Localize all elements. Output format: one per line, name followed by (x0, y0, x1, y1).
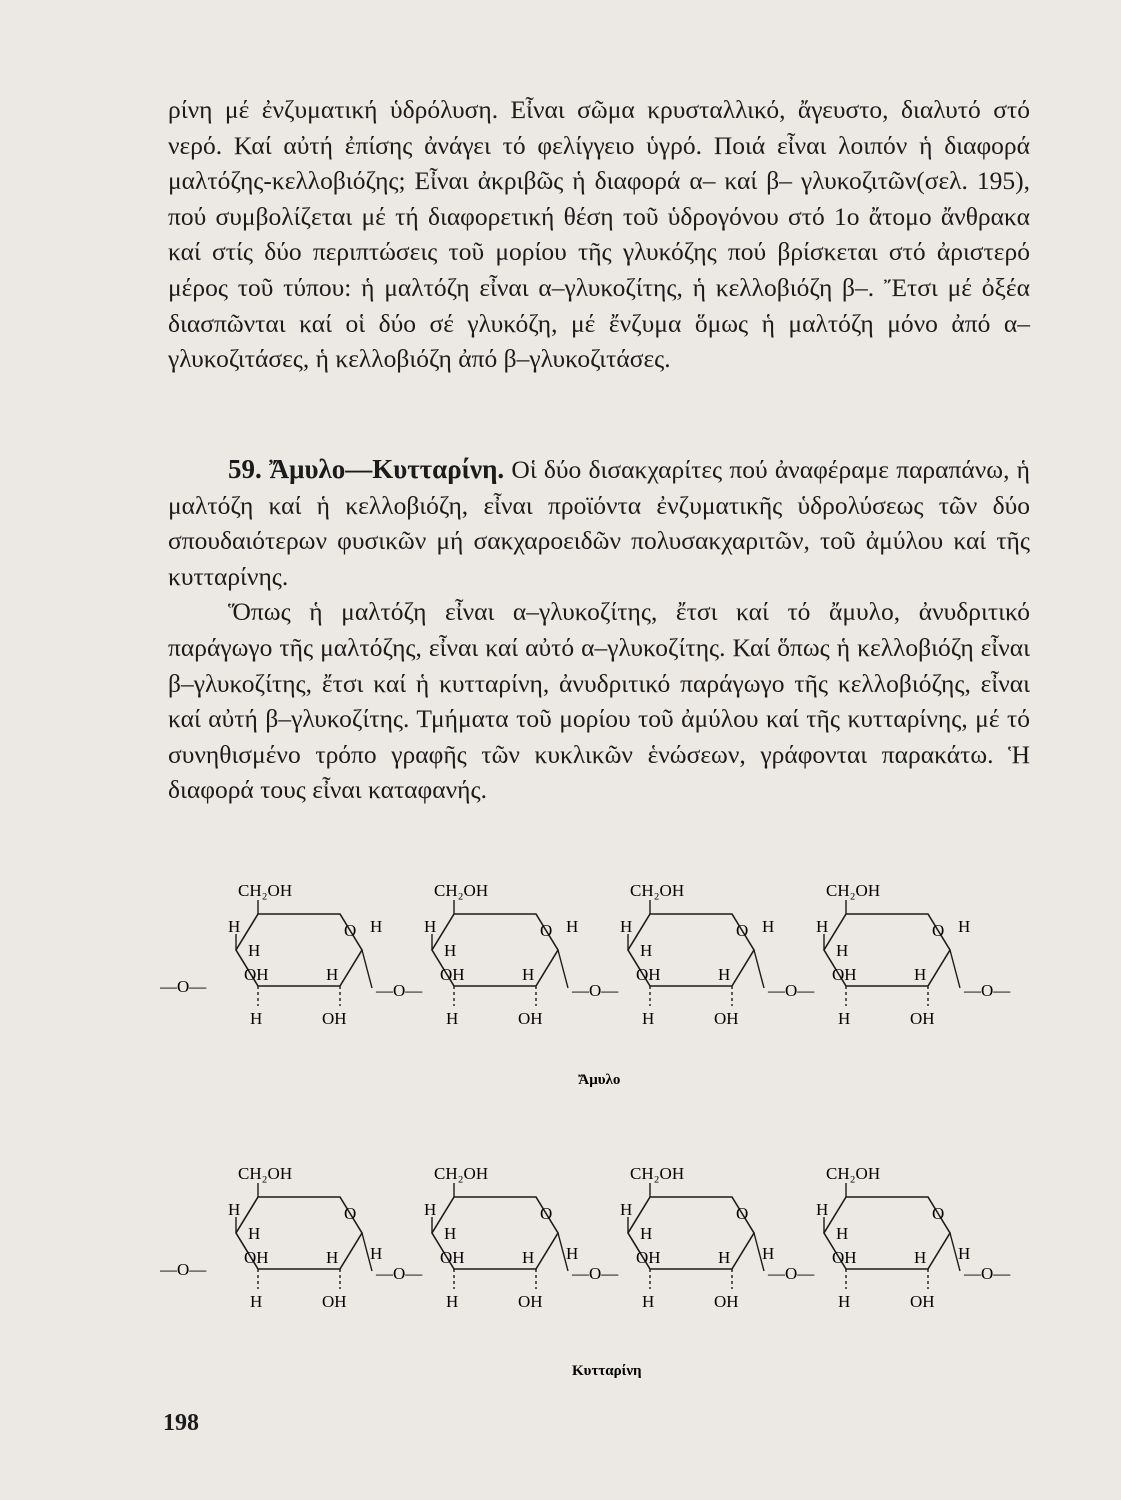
ring-oxygen-label: O (736, 921, 749, 940)
hydrogen-label: H (326, 1248, 339, 1267)
ring-oxygen-label: O (540, 921, 553, 940)
hydrogen-label: H (424, 917, 437, 936)
ring-oxygen-label: O (932, 1204, 945, 1223)
ring-oxygen-label: O (344, 1204, 357, 1223)
hydroxyl-label: OH (518, 1292, 543, 1311)
hydrogen-label: H (444, 1224, 457, 1243)
ch2oh-label: CH₂OH (238, 1164, 293, 1183)
hydrogen-label: H (424, 1200, 437, 1219)
hydrogen-label: H (444, 941, 457, 960)
hydroxyl-label: OH (832, 965, 857, 984)
hydrogen-label: H (914, 965, 927, 984)
anomeric-hydrogen-label: H (566, 1244, 579, 1263)
section-title: Ἄμυλο—Κυτταρίνη. (268, 454, 505, 484)
hydroxyl-label: OH (244, 1248, 269, 1267)
hydrogen-label: H (640, 941, 653, 960)
ch2oh-label: CH₂OH (630, 881, 685, 900)
section-number: 59. (228, 454, 262, 484)
ch2oh-label: CH₂OH (826, 1164, 881, 1183)
hydrogen-label: H (248, 1224, 261, 1243)
hydroxyl-label: OH (714, 1009, 739, 1028)
hydrogen-label: H (836, 941, 849, 960)
section-intro-text: Οἱ δύο δισακχαρίτες πού ἀναφέραμε παραπάνω, ἡ μαλτόζη καί ἡ κελλοβιόζη, εἶναι προϊόντα ἐνζυματικῆς ὑδρολύσεως τῶν δύο σπουδαιότερων φυσικῶν μή σακχαροειδῶν πολυσακχαριτῶν, τοῦ ἀμύλου καί τῆς κυτταρίνης. (168, 455, 1031, 591)
hydrogen-label: H (620, 1200, 633, 1219)
hydrogen-label: H (816, 1200, 829, 1219)
hydroxyl-label: OH (322, 1009, 347, 1028)
hydrogen-label: H (250, 1009, 263, 1028)
cellulose-caption: Κυτταρίνη (572, 1363, 642, 1379)
hydrogen-label: H (816, 917, 829, 936)
anomeric-hydrogen-label: H (958, 1244, 971, 1263)
ring-oxygen-label: O (344, 921, 357, 940)
glycosidic-oxygen-leading: —O— (160, 977, 207, 996)
hydrogen-label: H (642, 1292, 655, 1311)
glycosidic-bond (754, 950, 764, 988)
paragraph-1 (168, 92, 1030, 377)
anomeric-hydrogen-label: H (370, 1244, 383, 1263)
glycosidic-bond (558, 950, 568, 988)
hydroxyl-label: OH (322, 1292, 347, 1311)
glycosidic-oxygen-label: —O— (376, 981, 423, 1000)
hydrogen-label: H (446, 1009, 459, 1028)
ring-oxygen-label: O (932, 921, 945, 940)
starch-caption: Ἄμυλο (578, 1072, 621, 1088)
hydroxyl-label: OH (832, 1248, 857, 1267)
glycosidic-bond (362, 950, 372, 988)
glycosidic-bond (950, 950, 960, 988)
ch2oh-label: CH₂OH (630, 1164, 685, 1183)
hydroxyl-label: OH (636, 965, 661, 984)
glycosidic-oxygen-label: —O— (964, 981, 1011, 1000)
ch2oh-label: CH₂OH (238, 881, 293, 900)
glycosidic-oxygen-label: —O— (376, 1264, 423, 1283)
anomeric-hydrogen-label: H (958, 917, 971, 936)
starch-structure-diagram (160, 872, 1040, 1092)
hydrogen-label: H (640, 1224, 653, 1243)
section-59 (168, 452, 1030, 808)
hydroxyl-label: OH (714, 1292, 739, 1311)
glycosidic-oxygen-label: —O— (964, 1264, 1011, 1283)
ring-oxygen-label: O (736, 1204, 749, 1223)
glycosidic-oxygen-label: —O— (572, 1264, 619, 1283)
anomeric-hydrogen-label: H (762, 917, 775, 936)
anomeric-hydrogen-label: H (566, 917, 579, 936)
paragraph-1-text: ρίνη μέ ἐνζυματική ὑδρόλυση. Εἶναι σῶμα κρυσταλλικό, ἄγευστο, διαλυτό στό νερό. Καί αὐτή ἐπίσης ἀνάγει τό φελίγγειο ὑγρό. Ποιά εἶναι λοιπόν ἡ διαφορά μαλτόζης-κελλοβιόζης; Εἶναι ἀκριβῶς ἡ διαφορά α– καί β– γλυκοζιτῶν(σελ. 195), πού συμβολίζεται μέ τή διαφορετική θέση τοῦ ὑδρογόνου στό 1ο ἄτομο ἄνθρακα καί στίς δύο περιπτώσεις τοῦ μορίου τῆς γλυκόζης πού βρίσκεται στό ἀριστερό μέρος τοῦ τύπου: ἡ μαλτόζη εἶναι α–γλυκοζίτης, ἡ κελλοβιόζη β–. Ἔτσι μέ ὀξέα διασπῶνται καί οἱ δύο σέ γλυκόζη, μέ ἔνζυμα ὅμως ἡ μαλτόζη μόνο ἀπό α–γλυκοζιτάσες, ἡ κελλοβιόζη ἀπό β–γλυκοζιτάσες. (168, 95, 1030, 374)
hydrogen-label: H (620, 917, 633, 936)
hydroxyl-label: OH (244, 965, 269, 984)
hydrogen-label: H (838, 1009, 851, 1028)
paragraph-3: Ὅπως ἡ μαλτόζη εἶναι α–γλυκοζίτης, ἔτσι καί τό ἄμυλο, ἀνυδριτικό παράγωγο τῆς μαλτόζης, εἶναι καί αὐτό α–γλυκοζίτης. Καί ὅπως ἡ κελλοβιόζη εἶναι β–γλυκοζίτης, ἔτσι καί ἡ κυτταρίνη, ἀνυδριτικό παράγωγο τῆς κελλοβιόζης, εἶναι καί αὐτή β–γλυκοζίτης. Τμήματα τοῦ μορίου τοῦ ἀμύλου καί τῆς κυτταρίνης, μέ τό συνηθισμένο τρόπο γραφῆς τῶν κυκλικῶν ἑνώσεων, γράφονται παρακάτω. Ἡ διαφορά τους εἶναι καταφανής. (168, 597, 1030, 805)
hydrogen-label: H (228, 917, 241, 936)
hydrogen-label: H (718, 1248, 731, 1267)
hydrogen-label: H (228, 1200, 241, 1219)
ch2oh-label: CH₂OH (434, 881, 489, 900)
anomeric-hydrogen-label: H (370, 917, 383, 936)
section-59-intro (168, 452, 1030, 594)
hydrogen-label: H (522, 965, 535, 984)
hydrogen-label: H (836, 1224, 849, 1243)
hydroxyl-label: OH (518, 1009, 543, 1028)
hydrogen-label: H (914, 1248, 927, 1267)
hydrogen-label: H (250, 1292, 263, 1311)
hydroxyl-label: OH (910, 1009, 935, 1028)
hydrogen-label: H (326, 965, 339, 984)
hydrogen-label: H (718, 965, 731, 984)
glycosidic-oxygen-leading: —O— (160, 1260, 207, 1279)
ch2oh-label: CH₂OH (826, 881, 881, 900)
hydrogen-label: H (248, 941, 261, 960)
hydrogen-label: H (446, 1292, 459, 1311)
ch2oh-label: CH₂OH (434, 1164, 489, 1183)
anomeric-hydrogen-label: H (762, 1244, 775, 1263)
hydrogen-label: H (522, 1248, 535, 1267)
hydrogen-label: H (838, 1292, 851, 1311)
cellulose-structure-diagram (160, 1155, 1040, 1385)
hydroxyl-label: OH (910, 1292, 935, 1311)
hydroxyl-label: OH (636, 1248, 661, 1267)
glycosidic-oxygen-label: —O— (768, 981, 815, 1000)
page-number: 198 (163, 1410, 199, 1436)
hydrogen-label: H (642, 1009, 655, 1028)
glycosidic-oxygen-label: —O— (768, 1264, 815, 1283)
ring-oxygen-label: O (540, 1204, 553, 1223)
hydroxyl-label: OH (440, 965, 465, 984)
glycosidic-oxygen-label: —O— (572, 981, 619, 1000)
hydroxyl-label: OH (440, 1248, 465, 1267)
